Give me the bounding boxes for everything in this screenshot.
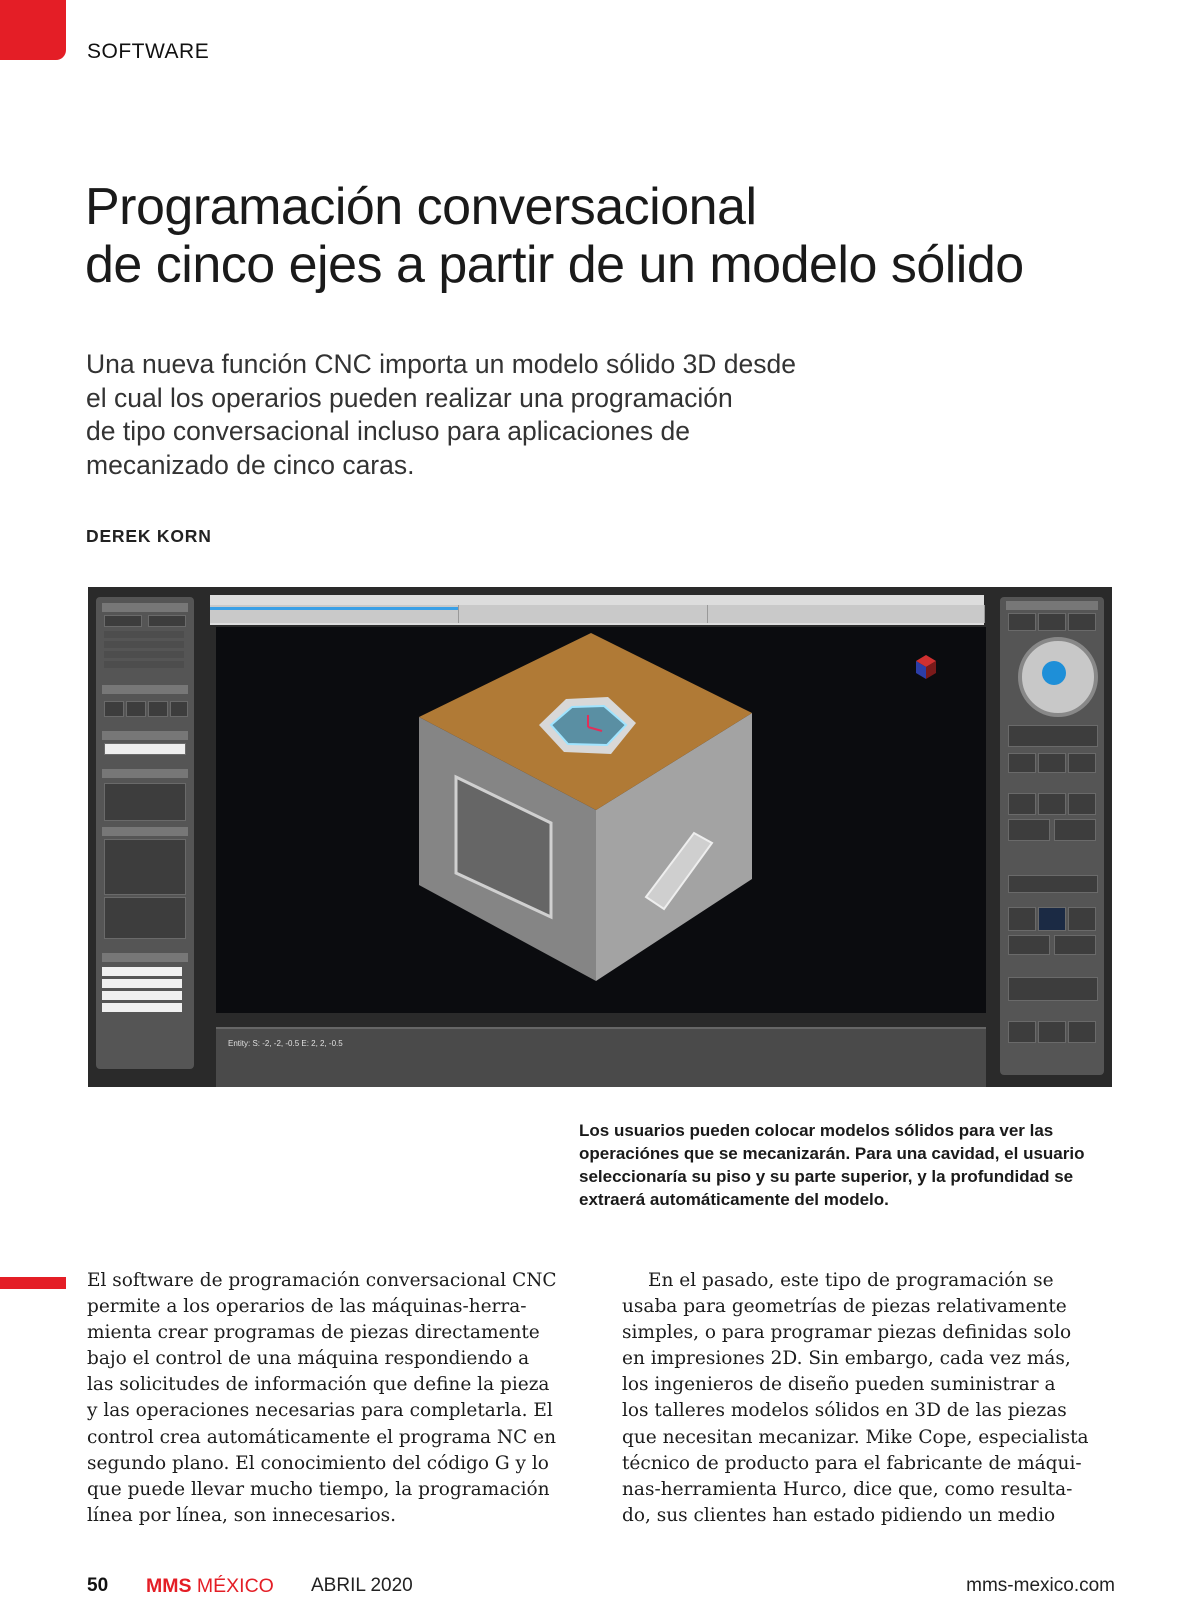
panel-option — [104, 661, 184, 668]
body-column-right — [622, 1268, 1134, 1529]
3d-viewport — [216, 627, 986, 1013]
layer-row — [102, 979, 182, 988]
website-link[interactable]: mms-mexico.com — [966, 1575, 1115, 1596]
panel-button — [1068, 753, 1096, 773]
section-label: SOFTWARE — [87, 40, 210, 63]
body-line: y las operaciones necesarias para completarla. El — [87, 1400, 553, 1422]
panel-button — [1038, 613, 1066, 631]
layer-row — [102, 967, 182, 976]
panel-header — [102, 769, 188, 778]
clear-button — [1054, 935, 1096, 955]
body-line: El software de programación conversacional CNC — [87, 1270, 557, 1291]
panel-option — [104, 631, 184, 638]
layer-row — [102, 1003, 182, 1012]
panel-button — [1054, 819, 1096, 841]
body-line: En el pasado, este tipo de programación se — [648, 1270, 1054, 1291]
panel-button — [1038, 793, 1066, 815]
panel-button — [1008, 907, 1036, 931]
rotate-icon — [1042, 661, 1066, 685]
article-title — [85, 178, 1024, 294]
cube-model-svg — [216, 627, 986, 1013]
body-line: línea por línea, son innecesarios. — [87, 1504, 397, 1526]
panel-option — [104, 651, 184, 658]
body-column-left — [87, 1268, 599, 1529]
section-marker — [0, 0, 66, 60]
panel-button — [1008, 613, 1036, 631]
body-line: las solicitudes de información que define la pieza — [87, 1374, 550, 1396]
panel-header — [102, 603, 188, 612]
panel-button-group — [1008, 977, 1098, 1001]
orientation-cube-icon — [916, 655, 936, 679]
body-line: mienta crear programas de piezas directamente — [87, 1322, 540, 1344]
panel-button — [148, 615, 186, 627]
layer-row — [102, 991, 182, 1000]
body-line: permite a los operarios de las máquinas-herra- — [87, 1296, 527, 1318]
right-view-panel — [1000, 597, 1104, 1075]
magazine-brand — [146, 1575, 274, 1598]
panel-button — [1008, 819, 1050, 841]
speed-value — [1038, 907, 1066, 931]
byline: DEREK KORN — [86, 526, 212, 546]
active-tab-indicator — [210, 607, 458, 610]
panel-button — [104, 615, 142, 627]
panel-button — [1038, 753, 1066, 773]
panel-button — [1038, 1021, 1066, 1043]
issue-date: ABRIL 2020 — [311, 1575, 413, 1596]
body-line: usaba para geometrías de piezas relativamente — [622, 1296, 1067, 1318]
panel-button — [1068, 793, 1096, 815]
page-number: 50 — [87, 1575, 109, 1596]
article-dek — [86, 348, 796, 482]
body-line: segundo plano. El conocimiento del código G y lo — [87, 1452, 549, 1474]
left-tool-panel — [96, 597, 194, 1069]
panel-dropdown — [104, 743, 186, 755]
entity-readout: Entity: S: -2, -2, -0.5 E: 2, 2, -0.5 — [228, 1039, 343, 1048]
caption-line: extraerá automáticamente del modelo. — [579, 1190, 889, 1209]
title-line: Programación conversacional — [85, 178, 757, 236]
panel-button — [126, 701, 146, 717]
page-footer — [0, 1575, 1200, 1605]
view-tab — [459, 605, 708, 623]
draw-button — [1008, 935, 1050, 955]
caption-line: operaciónes que se mecanizarán. Para una cavidad, el usuario — [579, 1144, 1085, 1163]
body-line: nas-herramienta Hurco, dice que, como resulta- — [622, 1478, 1073, 1500]
panel-header — [102, 953, 188, 962]
caption-line: seleccionaría su piso y su parte superior, y la profundidad se — [579, 1167, 1074, 1186]
panel-button — [1068, 1021, 1096, 1043]
body-line: do, sus clientes han estado pidiendo un medio — [622, 1504, 1056, 1526]
panel-button — [104, 701, 124, 717]
dek-line: el cual los operarios pueden realizar una programación — [86, 382, 733, 413]
panel-button-group — [104, 783, 186, 821]
dek-line: Una nueva función CNC importa un modelo sólido 3D desde — [86, 349, 797, 379]
panel-header — [102, 685, 188, 694]
caption-line: Los usuarios pueden colocar modelos sólidos para ver las — [579, 1121, 1054, 1140]
brand-bold: MMS — [146, 1575, 192, 1597]
body-start-marker — [0, 1277, 66, 1289]
body-line: en impresiones 2D. Sin embargo, cada vez más, — [622, 1348, 1071, 1370]
body-line: los talleres modelos sólidos en 3D de las piezas — [622, 1400, 1067, 1422]
title-line: de cinco ejes a partir de un modelo sólido — [85, 236, 1024, 294]
panel-button — [1008, 753, 1036, 773]
panel-option — [104, 641, 184, 648]
body-line: que necesitan mecanizar. Mike Cope, especialista — [622, 1426, 1089, 1448]
body-line: control crea automáticamente el programa NC en — [87, 1426, 557, 1448]
body-line: que puede llevar mucho tiempo, la programación — [87, 1478, 550, 1500]
panel-header — [1006, 601, 1098, 610]
body-line: los ingenieros de diseño pueden suministrar a — [622, 1374, 1056, 1396]
dek-line: mecanizado de cinco caras. — [86, 449, 415, 480]
view-tab — [708, 605, 985, 623]
panel-button — [1068, 907, 1096, 931]
panel-header — [102, 827, 188, 836]
panel-button — [1068, 613, 1096, 631]
panel-button-group — [104, 839, 186, 895]
panel-button — [1008, 1021, 1036, 1043]
dek-line: de tipo conversacional incluso para aplicaciones de — [86, 416, 690, 446]
body-line: simples, o para programar piezas definidas solo — [622, 1322, 1072, 1344]
reset-button — [1008, 725, 1098, 747]
panel-button — [148, 701, 168, 717]
software-screenshot-figure — [88, 587, 1112, 1087]
brand-rest: MÉXICO — [196, 1575, 274, 1597]
body-line: bajo el control de una máquina respondiendo a — [87, 1348, 530, 1370]
body-line: técnico de producto para el fabricante de máqui- — [622, 1452, 1082, 1474]
panel-button — [170, 701, 188, 717]
panel-button — [1008, 793, 1036, 815]
figure-caption — [579, 1119, 1119, 1211]
panel-button-group — [1008, 875, 1098, 893]
panel-header — [102, 731, 188, 740]
status-panel — [216, 1027, 986, 1087]
panel-button-group — [104, 897, 186, 939]
view-tab-strip — [210, 595, 984, 625]
